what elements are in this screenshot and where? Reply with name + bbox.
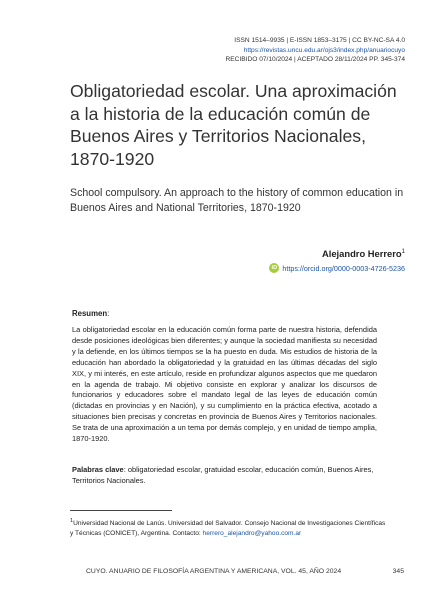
footnote-text: Universidad Nacional de Lanús. Universidad del Salvador. Consejo Nacional de Investigaciones Científicas y Técnicas (CONICET), Argentina. Contacto:	[70, 520, 386, 538]
article-title: Obligatoriedad escolar. Una aproximación a la historia de la educación común de Buenos Aires y Territorios Nacionales, 1870-1920	[70, 81, 397, 169]
footer-journal: CUYO. ANUARIO DE FILOSOFÍA ARGENTINA Y AMERICANA, VOL. 45, AÑO 2024	[86, 568, 342, 575]
abstract-heading	[72, 309, 109, 318]
author-footnote-mark[interactable]: 1	[401, 248, 405, 255]
contact-email-link[interactable]: herrero_alejandro@yahoo.com.ar	[202, 530, 302, 538]
issn-line: ISSN 1514–9935 | E-ISSN 1853–3175 | CC BY-NC-SA 4.0	[234, 37, 405, 44]
journal-url-link[interactable]: https://revistas.uncu.edu.ar/ojs3/index.php/anuariocuyo	[243, 46, 405, 54]
orcid-icon: iD	[269, 263, 279, 273]
author-name	[322, 248, 405, 259]
footnote-number: 1	[70, 518, 74, 524]
author-name-text: Alejandro Herrero	[321, 248, 402, 259]
keywords	[72, 465, 377, 487]
keywords-text: obligatoriedad escolar, gratuidad escolar, educación común, Buenos Aires, Territorios Nacionales.	[72, 465, 374, 485]
keywords-label-colon: :	[123, 465, 128, 474]
footnote	[70, 516, 390, 539]
abstract-label-colon: :	[107, 309, 110, 318]
journal-metadata	[226, 36, 406, 65]
orcid-row	[269, 263, 405, 273]
page-footer	[86, 568, 404, 575]
page-number: 345	[392, 568, 404, 575]
keywords-label: Palabras clave	[72, 465, 124, 474]
footnote-divider	[70, 510, 172, 511]
article-subtitle: School compulsory. An approach to the history of common education in Buenos Aires and National Territories, 1870-1920	[70, 187, 404, 214]
dates-line: RECIBIDO 07/10/2024 | ACEPTADO 28/11/2024 PP. 345-374	[225, 56, 405, 64]
abstract-text: La obligatoriedad escolar en la educación común forma parte de nuestra historia, defendida desde posiciones ideológicas bien diferentes; y aunque la sociedad manifiesta su necesidad y la defiende, en los últimos tiempos se la ha puesto en duda. Mis estudios de historia de la educación han abordado la obligatoriedad y la gratuidad en las últimas décadas del siglo XIX, y mi interés, en este artículo, reside en profundizar algunos aspectos que me quedaron en la agenda de trabajo. Mi objetivo consiste en explorar y analizar los discursos de funcionarios y educadores sobre el mandato legal de las leyes de educación común (dictadas en provincias y en Nación), y su cumplimiento en la práctica efectiva, acotado a situaciones bien precisas y concretas en provincia de Buenos Aires y Territorios nacionales. Se trata de una aproximación a un tema por demás complejo, y en unidad de tiempo amplia, 1870-1920.	[72, 325, 377, 444]
abstract-label: Resumen	[72, 309, 108, 318]
orcid-link[interactable]: https://orcid.org/0000-0003-4726-5236	[282, 263, 405, 273]
